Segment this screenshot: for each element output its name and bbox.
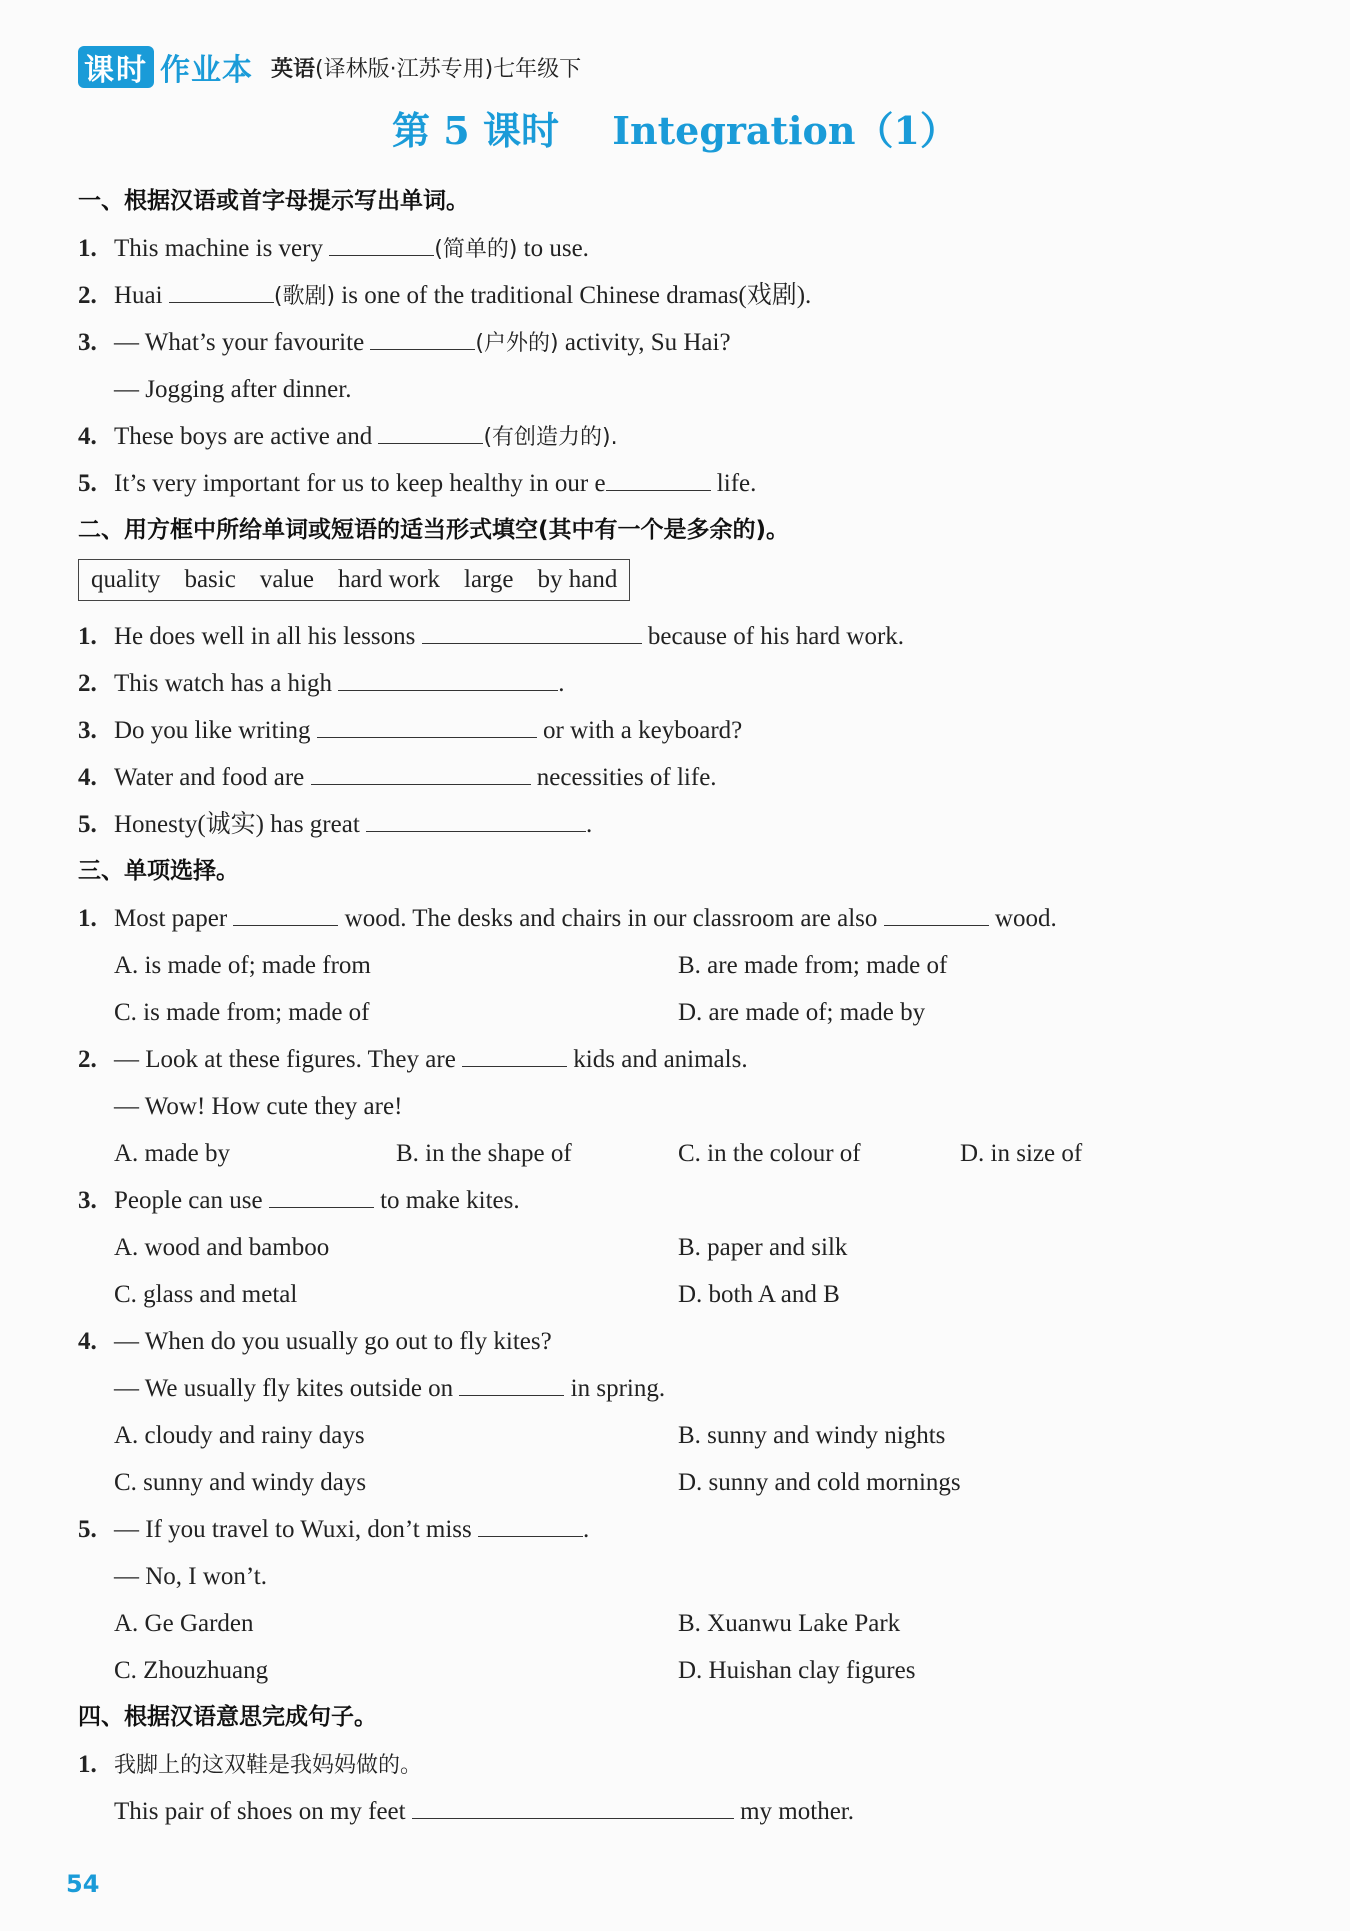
brand-name: 作业本: [160, 53, 253, 88]
answer-blank[interactable]: [317, 707, 537, 738]
word-bank-item: quality: [91, 566, 161, 593]
s3-q4: 4. — When do you usually go out to fly kites?: [78, 1328, 552, 1355]
lesson-topic: Integration（1）: [612, 108, 958, 153]
option-a[interactable]: A. made by: [114, 1140, 230, 1167]
section-4-heading: 四、根据汉语意思完成句子。: [78, 1704, 377, 1730]
section-2-heading: 二、用方框中所给单词或短语的适当形式填空(其中有一个是多余的)。: [78, 517, 790, 543]
s2-item-5: 5. Honesty(诚实) has great .: [78, 801, 1278, 848]
page-title: [0, 100, 1350, 155]
s1-item-3: 3. — What’s your favourite (户外的) activity, Su Hai?: [78, 319, 1278, 366]
answer-blank[interactable]: [311, 754, 531, 785]
option-b[interactable]: B. sunny and windy nights: [678, 1422, 946, 1449]
answer-blank[interactable]: [329, 225, 434, 256]
word-bank-item: basic: [184, 566, 236, 593]
option-d[interactable]: D. sunny and cold mornings: [678, 1469, 961, 1496]
option-c[interactable]: C. in the colour of: [678, 1140, 861, 1167]
answer-blank[interactable]: [459, 1365, 564, 1396]
subject-line: 英语(译林版·江苏专用)七年级下: [271, 56, 582, 82]
option-d[interactable]: D. both A and B: [678, 1281, 840, 1308]
brand-logo: 课时: [78, 46, 154, 88]
word-bank-item: hard work: [337, 566, 441, 593]
option-a[interactable]: A. Ge Garden: [114, 1610, 254, 1637]
s1-item-2: 2. Huai (歌剧) is one of the traditional Chinese dramas(戏剧).: [78, 272, 1278, 319]
answer-blank[interactable]: [169, 272, 274, 303]
answer-blank[interactable]: [422, 613, 642, 644]
option-a[interactable]: A. wood and bamboo: [114, 1234, 330, 1261]
option-c[interactable]: C. glass and metal: [114, 1281, 298, 1308]
s4-q1-english: This pair of shoes on my feet my mother.: [78, 1788, 1278, 1835]
s3-q1: 1. Most paper wood. The desks and chairs in our classroom are also wood.: [78, 895, 1278, 942]
answer-blank[interactable]: [366, 801, 586, 832]
s1-item-4: 4. These boys are active and (有创造力的).: [78, 413, 1278, 460]
answer-blank[interactable]: [462, 1036, 567, 1067]
answer-blank[interactable]: [884, 895, 989, 926]
exercise-content: [78, 178, 1278, 1835]
option-b[interactable]: B. paper and silk: [678, 1234, 848, 1261]
answer-blank[interactable]: [338, 660, 558, 691]
option-d[interactable]: D. are made of; made by: [678, 999, 926, 1026]
option-b[interactable]: B. Xuanwu Lake Park: [678, 1610, 901, 1637]
s4-q1-chinese: 1. 我脚上的这双鞋是我妈妈做的。: [78, 1751, 423, 1778]
s1-item-3-reply: — Jogging after dinner.: [114, 376, 352, 403]
section-1-heading: 一、根据汉语或首字母提示写出单词。: [78, 188, 469, 214]
option-c[interactable]: C. is made from; made of: [114, 999, 370, 1026]
s3-q2: 2. — Look at these figures. They are kids and animals.: [78, 1036, 1278, 1083]
s3-q2-reply: — Wow! How cute they are!: [114, 1093, 403, 1120]
s3-q4-reply: — We usually fly kites outside on in spring.: [78, 1365, 1278, 1412]
answer-blank[interactable]: [478, 1506, 583, 1537]
s2-item-1: 1. He does well in all his lessons because of his hard work.: [78, 613, 1278, 660]
option-b[interactable]: B. are made from; made of: [678, 952, 948, 979]
lesson-number: 第 5 课时: [392, 108, 559, 153]
word-bank-item: large: [464, 566, 514, 593]
option-c[interactable]: C. sunny and windy days: [114, 1469, 367, 1496]
s3-q5-reply: — No, I won’t.: [114, 1563, 268, 1590]
header: [78, 42, 581, 92]
answer-blank[interactable]: [269, 1177, 374, 1208]
option-b[interactable]: B. in the shape of: [396, 1140, 572, 1167]
s3-q5: 5. — If you travel to Wuxi, don’t miss .: [78, 1506, 1278, 1553]
s2-item-3: 3. Do you like writing or with a keyboard?: [78, 707, 1278, 754]
option-d[interactable]: D. Huishan clay figures: [678, 1657, 916, 1684]
page-number: 54: [66, 1870, 100, 1898]
option-c[interactable]: C. Zhouzhuang: [114, 1657, 269, 1684]
word-bank-item: value: [259, 566, 314, 593]
option-d[interactable]: D. in size of: [960, 1140, 1083, 1167]
answer-blank[interactable]: [233, 895, 338, 926]
answer-blank[interactable]: [370, 319, 475, 350]
s1-item-5: 5. It’s very important for us to keep healthy in our e life.: [78, 460, 1278, 507]
option-a[interactable]: A. is made of; made from: [114, 952, 371, 979]
answer-blank[interactable]: [606, 460, 711, 491]
s3-q3: 3. People can use to make kites.: [78, 1177, 1278, 1224]
s2-item-2: 2. This watch has a high .: [78, 660, 1278, 707]
s1-item-1: 1. This machine is very (简单的) to use.: [78, 225, 1278, 272]
option-a[interactable]: A. cloudy and rainy days: [114, 1422, 365, 1449]
section-3-heading: 三、单项选择。: [78, 858, 239, 884]
answer-blank[interactable]: [412, 1788, 734, 1819]
answer-blank[interactable]: [378, 413, 483, 444]
word-bank: [78, 559, 630, 601]
s2-item-4: 4. Water and food are necessities of life.: [78, 754, 1278, 801]
word-bank-item: by hand: [537, 566, 618, 593]
